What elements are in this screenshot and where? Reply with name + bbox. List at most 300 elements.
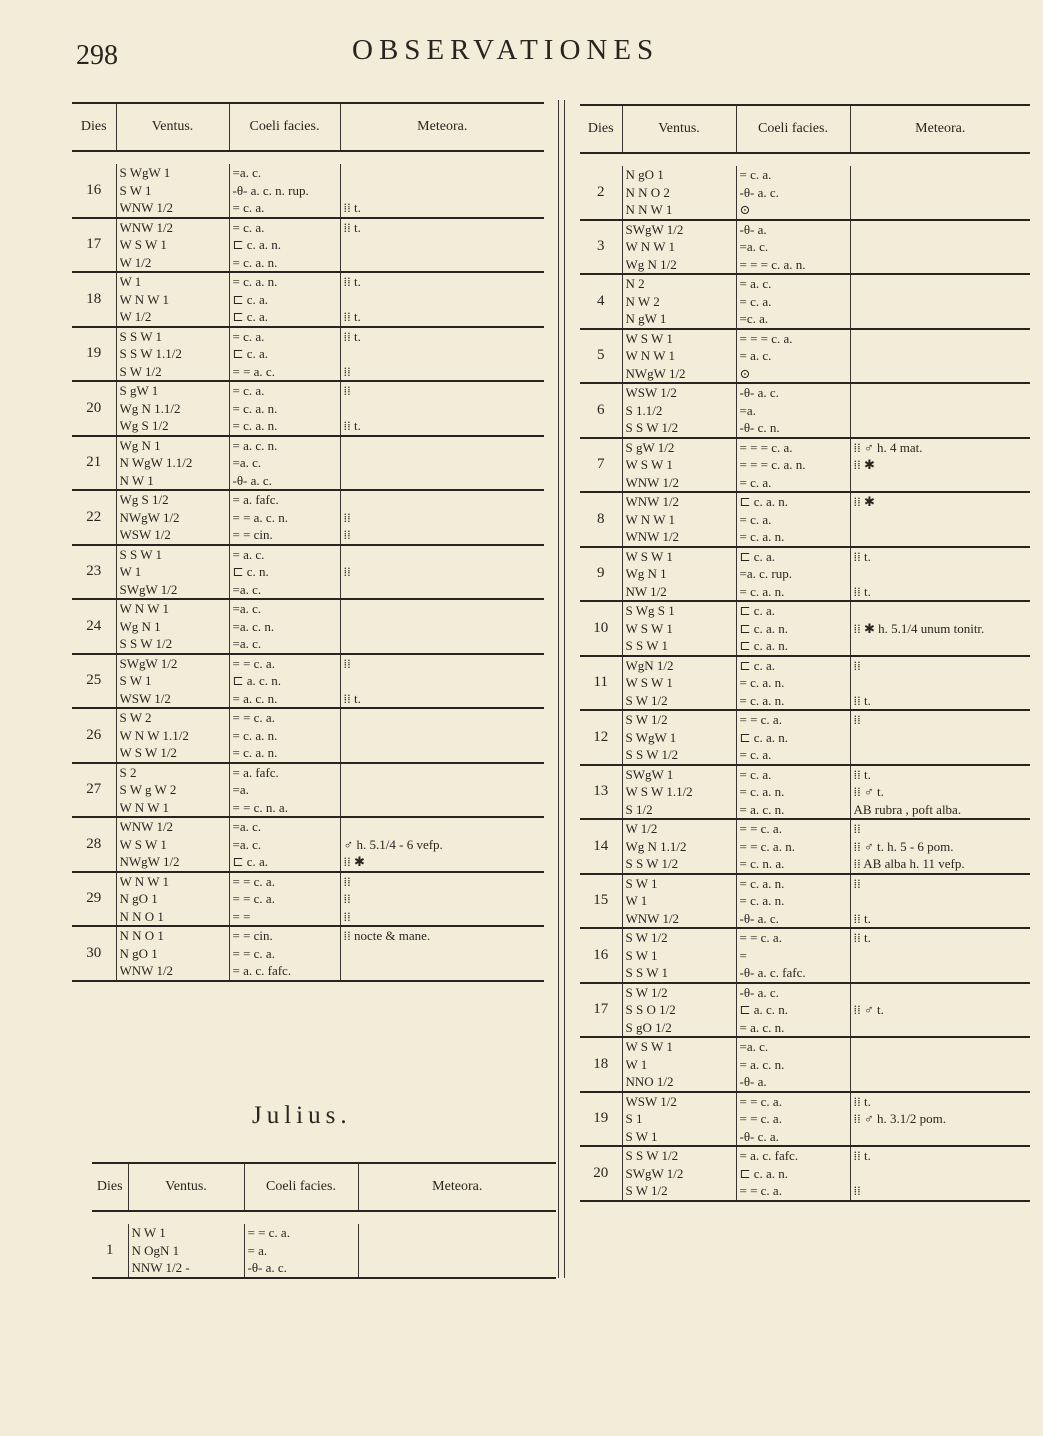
meteora-cell [340, 763, 544, 818]
wind-cell [116, 654, 229, 709]
coeli-cell [736, 983, 850, 1038]
meteora-value [854, 729, 1028, 747]
coeli-cell [736, 274, 850, 329]
wind-value: W S W 1 [625, 620, 673, 636]
coeli-value: = = c. a. [739, 1183, 782, 1198]
meteora-value: ⁞⁞ t. [853, 930, 871, 945]
coeli-cell [229, 763, 340, 818]
meteora-value [362, 1259, 554, 1277]
wind-value: W N W 1 [119, 291, 169, 307]
coeli-value: =a. c. [232, 819, 262, 834]
wind-value: S W 1/2 [119, 363, 162, 379]
coeli-cell [736, 1092, 850, 1147]
wind-cell [116, 599, 229, 654]
day-number: 21 [72, 436, 116, 491]
wind-value: S W 1/2 [625, 1183, 668, 1198]
meteora-value [344, 781, 542, 799]
day-row [580, 1146, 1030, 1201]
coeli-cell [229, 708, 340, 763]
day-row [580, 166, 1030, 220]
day-number: 22 [72, 490, 116, 545]
wind-value: WNW 1/2 [119, 963, 174, 978]
meteora-value [344, 744, 542, 762]
wind-value: S 1 [625, 1111, 643, 1126]
meteora-value [344, 182, 542, 200]
meteora-value: ⁞⁞ ✱ [853, 494, 875, 509]
wind-value: S W 2 [119, 710, 152, 725]
meteora-value [344, 600, 542, 618]
wind-value: S S W 1 [625, 638, 669, 653]
day-number: 4 [580, 274, 622, 329]
coeli-value: = c. a. n. [739, 529, 785, 544]
day-number: 26 [72, 708, 116, 763]
meteora-value [344, 962, 542, 980]
wind-cell [116, 763, 229, 818]
coeli-value: = a. c. [232, 546, 265, 562]
coeli-value: = c. a. n. [232, 418, 278, 433]
wind-cell [622, 765, 736, 820]
header-coeli: Coeli facies. [229, 103, 340, 151]
meteora-cell [850, 1146, 1030, 1201]
coeli-value: = = c. a. [232, 873, 275, 889]
coeli-value: =a. c. [232, 636, 262, 651]
meteora-value [854, 984, 1028, 1002]
day-row [72, 817, 544, 872]
meteora-cell [850, 983, 1030, 1038]
meteora-value: ⁞⁞ t. [343, 690, 361, 706]
day-row [72, 708, 544, 763]
meteora-cell [850, 383, 1030, 438]
day-row [72, 763, 544, 818]
meteora-value [344, 618, 542, 636]
coeli-value: = = c. a. [232, 655, 275, 671]
coeli-value: ⊏ c. a. [232, 309, 269, 324]
wind-value: S 1/2 [625, 801, 653, 817]
coeli-value: ⊏ c. a. [739, 603, 776, 618]
page-number: 298 [76, 40, 118, 71]
meteora-cell [358, 1224, 556, 1278]
coeli-cell [229, 599, 340, 654]
coeli-cell [229, 436, 340, 491]
meteora-value: ⁞⁞ t. [343, 309, 361, 324]
wind-value: S S W 1 [119, 546, 163, 562]
coeli-value: = c. a. n. [232, 274, 278, 289]
day-number: 5 [580, 329, 622, 384]
day-number: 15 [580, 874, 622, 929]
meteora-cell [340, 817, 544, 872]
coeli-cell [229, 872, 340, 927]
meteora-value [854, 528, 1028, 546]
coeli-value: = a. fafc. [232, 764, 279, 780]
wind-value: W N W 1 [625, 239, 675, 254]
wind-value: S S W 1 [625, 965, 669, 980]
meteora-value: ⁞⁞ ♂ h. 3.1/2 pom. [853, 1111, 946, 1126]
coeli-cell [229, 817, 340, 872]
meteora-value [854, 256, 1028, 274]
meteora-value [344, 291, 542, 309]
meteora-value: ⁞⁞ [853, 875, 861, 891]
day-row [580, 492, 1030, 547]
coeli-value: = = = c. a. [739, 330, 793, 346]
day-number: 20 [580, 1146, 622, 1201]
wind-value: W 1 [625, 893, 648, 908]
wind-value: S W 1 [119, 673, 152, 688]
meteora-cell [850, 928, 1030, 983]
day-row [72, 218, 544, 273]
coeli-value: =a. c. [739, 1039, 769, 1054]
wind-cell [116, 218, 229, 273]
coeli-value: = c. a. [739, 474, 772, 490]
wind-value: S S W 1/2 [625, 747, 679, 762]
meteora-value [854, 511, 1028, 529]
wind-value: N N O 1 [119, 908, 164, 924]
meteora-cell [340, 708, 544, 763]
wind-value: W S W 1 [625, 1039, 673, 1054]
wind-value: W N W 1 [119, 799, 169, 815]
wind-cell [622, 438, 736, 493]
coeli-value: = c. a. [232, 200, 265, 215]
coeli-value: = c. a. n. [739, 875, 785, 891]
coeli-cell [229, 654, 340, 709]
wind-cell [622, 710, 736, 765]
wind-value: N 2 [625, 276, 645, 291]
meteora-value: ⁞⁞ [343, 564, 351, 579]
wind-value: W 1 [119, 274, 142, 289]
day-row [580, 547, 1030, 602]
coeli-cell [736, 819, 850, 874]
meteora-value: ⁞⁞ [853, 657, 861, 673]
wind-cell [622, 983, 736, 1038]
coeli-value: = = c. a. [739, 712, 782, 727]
day-number: 10 [580, 601, 622, 656]
wind-cell [116, 708, 229, 763]
meteora-value [854, 347, 1028, 365]
meteora-value: ⁞⁞ AB alba h. 11 vefp. [853, 856, 965, 871]
coeli-value: = a. c. n. [739, 801, 785, 817]
day-row [580, 220, 1030, 275]
wind-value: S W 1/2 [625, 930, 668, 945]
day-row [72, 926, 544, 981]
coeli-value: = a. c. fafc. [232, 963, 292, 978]
coeli-value: = a. c. n. [739, 1019, 785, 1035]
wind-value: S W 1 [625, 875, 658, 891]
coeli-value: = a. c. fafc. [739, 1148, 799, 1163]
wind-value: W S W 1 [625, 457, 673, 472]
coeli-value: = = c. a. [232, 891, 275, 906]
wind-value: Wg N 1 [119, 437, 161, 453]
day-number: 2 [580, 166, 622, 220]
coeli-value: = c. a. [739, 747, 772, 762]
meteora-cell [850, 656, 1030, 711]
wind-value: W S W 1 [119, 237, 167, 252]
wind-value: NNW 1/2 - [131, 1260, 190, 1275]
wind-value: N N O 2 [625, 184, 670, 200]
coeli-value: -θ- c. n. [739, 420, 780, 435]
wind-value: N W 2 [625, 293, 660, 309]
meteora-value [854, 275, 1028, 293]
coeli-value: -θ- c. a. [739, 1128, 779, 1144]
wind-value: N gO 1 [119, 891, 158, 906]
wind-value: N W 1 [119, 472, 154, 488]
wind-value: WNW 1/2 [625, 910, 680, 926]
coeli-value: -θ- a. c. [247, 1260, 287, 1275]
day-number: 8 [580, 492, 622, 547]
day-number: 12 [580, 710, 622, 765]
meteora-value [344, 236, 542, 254]
day-number: 17 [580, 983, 622, 1038]
header-ventus: Ventus. [116, 103, 229, 151]
coeli-value: ⊏ c. a. n. [739, 729, 789, 745]
meteora-value: ⁞⁞ t. [343, 200, 361, 215]
wind-value: WNW 1/2 [119, 219, 174, 235]
meteora-value: ⁞⁞ [853, 1183, 861, 1198]
wind-value: W N W 1 [119, 601, 169, 616]
meteora-value: ⁞⁞ t. [853, 548, 871, 564]
wind-value: W S W 1.1/2 [625, 784, 693, 799]
meteora-value [854, 384, 1028, 402]
coeli-cell [736, 383, 850, 438]
wind-value: WNW 1/2 [625, 494, 680, 509]
meteora-value: ♂ h. 5.1/4 - 6 vefp. [343, 836, 443, 852]
meteora-value [362, 1242, 554, 1260]
meteora-cell [340, 218, 544, 273]
coeli-value: = c. a. [232, 219, 265, 235]
coeli-value: = c. a. n. [232, 745, 278, 760]
coeli-value: ⊏ c. a. n. [739, 1165, 789, 1181]
meteora-value: ⁞⁞ t. [343, 274, 361, 289]
coeli-cell [229, 272, 340, 327]
coeli-value: = c. n. a. [739, 856, 785, 871]
wind-cell [622, 274, 736, 329]
wind-value: NW 1/2 [625, 583, 667, 599]
day-number: 18 [580, 1037, 622, 1092]
meteora-cell [340, 272, 544, 327]
wind-value: S S W 1/2 [625, 420, 679, 435]
coeli-value: = a. c. n. [232, 437, 278, 453]
day-row [72, 599, 544, 654]
coeli-value: ⊏ c. a. [232, 291, 269, 307]
day-row [72, 545, 544, 600]
coeli-value: =a. c. [232, 455, 262, 470]
meteora-cell [340, 872, 544, 927]
wind-value: WNW 1/2 [625, 474, 680, 490]
meteora-value [362, 1224, 554, 1242]
wind-value: N W 1 [131, 1225, 166, 1240]
coeli-value: = c. a. n. [232, 400, 278, 416]
header-meteora: Meteora. [340, 103, 544, 151]
wind-cell [622, 601, 736, 656]
coeli-value: -θ- a. c. [739, 984, 779, 1000]
wind-value: S gO 1/2 [625, 1019, 672, 1035]
wind-value: N OgN 1 [131, 1242, 180, 1258]
day-number: 30 [72, 926, 116, 981]
meteora-cell [850, 492, 1030, 547]
coeli-cell [736, 492, 850, 547]
month-title: Julius. [252, 1102, 352, 1129]
coeli-value: ⊏ c. a. [232, 854, 269, 869]
wind-cell [116, 327, 229, 382]
meteora-value [854, 184, 1028, 202]
meteora-value [854, 474, 1028, 492]
wind-cell [622, 656, 736, 711]
meteora-value: ⁞⁞ t. [853, 583, 871, 599]
wind-value: N gO 1 [119, 945, 158, 961]
day-row [72, 381, 544, 436]
meteora-value [344, 164, 542, 182]
meteora-value: AB rubra , poft alba. [853, 801, 962, 817]
coeli-value: =a. c. [232, 165, 262, 180]
header-coeli: Coeli facies. [736, 105, 850, 153]
meteora-cell [850, 765, 1030, 820]
wind-value: WSW 1/2 [625, 1093, 677, 1109]
wind-value: S gW 1/2 [625, 439, 675, 455]
coeli-value: -θ- a. c. [739, 184, 779, 200]
header-meteora: Meteora. [358, 1163, 556, 1211]
day-row [72, 436, 544, 491]
coeli-value: -θ- a. c. [739, 910, 779, 926]
coeli-cell [736, 329, 850, 384]
coeli-value: = a. c. n. [232, 690, 278, 706]
wind-value: WNW 1/2 [119, 819, 174, 834]
header-ventus: Ventus. [128, 1163, 244, 1211]
meteora-value [344, 400, 542, 418]
wind-value: WNW 1/2 [119, 200, 174, 215]
meteora-value: ⁞⁞ ✱ [853, 457, 875, 472]
wind-value: S gW 1 [119, 383, 159, 398]
wind-cell [622, 329, 736, 384]
wind-value: WNW 1/2 [625, 529, 680, 544]
meteora-value [854, 602, 1028, 620]
weather-table-right [580, 104, 1030, 1202]
coeli-value: = c. a. n. [232, 254, 278, 270]
wind-value: Wg N 1 [119, 618, 161, 634]
wind-value: SWgW 1/2 [119, 655, 178, 671]
header-coeli: Coeli facies. [244, 1163, 358, 1211]
day-row [580, 1092, 1030, 1147]
day-row [92, 1224, 556, 1278]
meteora-value: ⁞⁞ [343, 908, 351, 924]
day-row [580, 819, 1030, 874]
wind-cell [622, 492, 736, 547]
wind-cell [128, 1224, 244, 1278]
meteora-value: ⁞⁞ [853, 821, 861, 836]
day-row [580, 983, 1030, 1038]
wind-cell [116, 164, 229, 218]
coeli-value: = a. c. n. [739, 1056, 785, 1072]
meteora-value: ⁞⁞ ♂ h. 4 mat. [853, 439, 923, 455]
coeli-value: = = a. c. [232, 363, 275, 379]
wind-cell [116, 381, 229, 436]
coeli-value: ⊏ c. a. n. [739, 494, 789, 509]
coeli-cell [736, 1037, 850, 1092]
wind-value: S Wg S 1 [625, 603, 675, 618]
meteora-value [854, 565, 1028, 583]
meteora-cell [850, 710, 1030, 765]
column-divider [564, 100, 565, 1278]
coeli-cell [736, 874, 850, 929]
coeli-cell [229, 545, 340, 600]
meteora-value: ⁞⁞ [343, 655, 351, 671]
wind-value: SWgW 1/2 [625, 221, 684, 237]
coeli-value: -θ- a. c. [232, 472, 272, 488]
meteora-cell [340, 926, 544, 981]
meteora-value [344, 254, 542, 272]
wind-value: N WgW 1.1/2 [119, 455, 193, 470]
coeli-cell [736, 438, 850, 493]
coeli-value: = = = c. a. n. [739, 457, 806, 472]
coeli-cell [736, 601, 850, 656]
wind-cell [622, 928, 736, 983]
day-row [72, 272, 544, 327]
day-row [580, 874, 1030, 929]
coeli-value: ⊏ a. c. n. [739, 1002, 789, 1017]
day-number: 9 [580, 547, 622, 602]
meteora-value: ⁞⁞ ✱ h. 5.1/4 unum tonitr. [853, 620, 985, 636]
meteora-value [344, 945, 542, 963]
wind-value: WSW 1/2 [119, 527, 171, 542]
day-number: 20 [72, 381, 116, 436]
wind-value: Wg N 1.1/2 [119, 400, 181, 416]
day-number: 13 [580, 765, 622, 820]
day-number: 29 [72, 872, 116, 927]
coeli-value: =a. c. [232, 581, 262, 597]
coeli-value: = = cin. [232, 928, 273, 943]
day-row [580, 383, 1030, 438]
coeli-value: = a. c. [739, 276, 772, 291]
coeli-value: = = = c. a. [739, 439, 793, 455]
day-number: 23 [72, 545, 116, 600]
day-number: 7 [580, 438, 622, 493]
coeli-value: -θ- a. [739, 221, 767, 237]
wind-value: W N W 1.1/2 [119, 727, 189, 743]
table-header [72, 103, 544, 151]
meteora-value [854, 365, 1028, 383]
day-row [580, 1037, 1030, 1092]
coeli-value: = = c. a. [247, 1225, 290, 1240]
wind-value: S WgW 1 [119, 165, 171, 180]
wind-value: S W g W 2 [119, 782, 177, 797]
meteora-value: ⁞⁞ [853, 712, 861, 727]
header-ventus: Ventus. [622, 105, 736, 153]
wind-value: S 1.1/2 [625, 402, 663, 418]
coeli-value: = c. a. [739, 167, 772, 182]
coeli-cell [736, 547, 850, 602]
day-row [580, 710, 1030, 765]
coeli-value: = c. a. [739, 766, 772, 782]
meteora-value [344, 437, 542, 455]
header-dies: Dies [72, 103, 116, 151]
day-number: 19 [72, 327, 116, 382]
coeli-value: = c. a. [739, 293, 772, 309]
meteora-value: ⁞⁞ t. [853, 1148, 871, 1163]
meteora-value: ⁞⁞ ✱ [343, 854, 365, 869]
coeli-value: ⊏ c. a. [739, 548, 776, 564]
day-row [72, 164, 544, 218]
day-row [580, 438, 1030, 493]
coeli-cell [229, 218, 340, 273]
wind-value: Wg N 1.1/2 [625, 838, 687, 854]
meteora-value: ⁞⁞ ♂ t. [853, 1002, 884, 1017]
header-dies: Dies [92, 1163, 128, 1211]
wind-cell [116, 545, 229, 600]
meteora-cell [850, 547, 1030, 602]
meteora-value [344, 635, 542, 653]
coeli-cell [736, 656, 850, 711]
wind-value: Wg N 1/2 [625, 256, 677, 272]
meteora-value [344, 472, 542, 490]
wind-cell [116, 272, 229, 327]
meteora-cell [850, 329, 1030, 384]
